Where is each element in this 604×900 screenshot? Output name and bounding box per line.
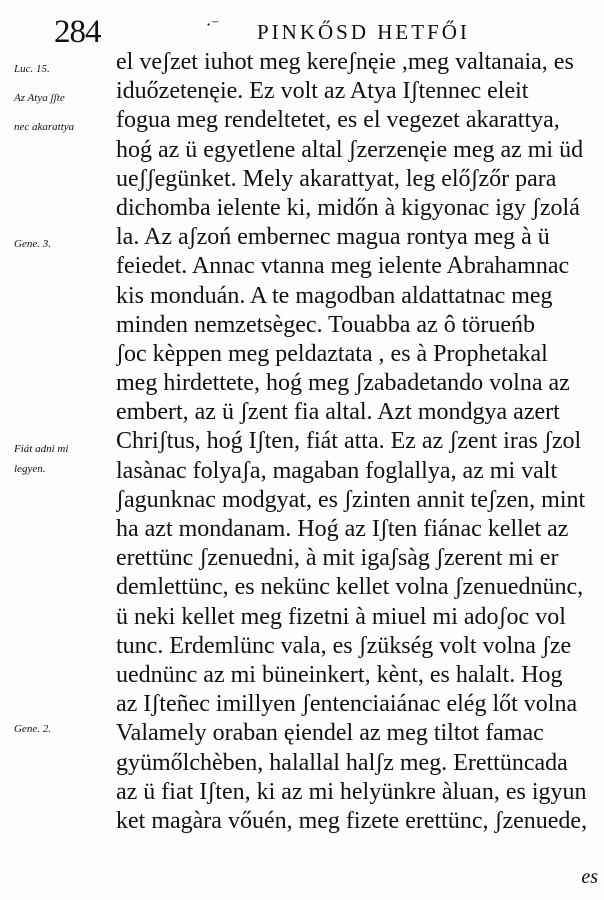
text-line: meg hirdettete, hoǵ meg ʃzabadetando volna az	[116, 370, 570, 397]
text-line: el veʃzet iuhot meg kereʃnęie ,meg valtanaia, es	[116, 49, 574, 75]
margin-note-gene-2: Gene. 2.	[14, 723, 51, 735]
text-line: Chriʃtus, hoǵ Iʃten, fiát atta. Ez az ʃzent iras ʃzol	[116, 428, 582, 455]
header-ornament: ·⁻	[206, 15, 220, 34]
margin-note-legyen: legyen.	[14, 463, 46, 475]
text-line: feiedet. Annac vtanna meg ielente Abrahamnac	[116, 253, 570, 280]
catchword: es	[581, 866, 598, 888]
running-head: PINKŐSD HETFŐI	[257, 20, 470, 44]
body-text	[116, 48, 604, 836]
text-line: ü neki kellet meg fizetni à miuel mi adoʃoc vol	[116, 603, 566, 630]
text-line: erettünc ʃzenuedni, à mit igaʃsàg ʃzerent mi er	[116, 545, 559, 572]
text-line: gyümőlchèben, halallal halʃz meg. Erettüncada	[116, 749, 568, 776]
margin-note-fiat-adni: Fiát adni mi	[14, 443, 69, 455]
text-line: az Iʃteñec imillyen ʃentenciaiánac elég lőt volna	[116, 691, 578, 718]
text-line: lasànac folyaʃa, magaban foglallya, az mi valt	[116, 457, 558, 484]
text-line: la. Az aʃzoń embernec magua rontya meg à ü	[116, 224, 550, 251]
margin-note-gene-3: Gene. 3.	[14, 238, 51, 250]
text-line: uednünc az mi büneinkert, kènt, es halalt. Hog	[116, 661, 563, 688]
text-line: tunc. Erdemlünc vala, es ʃzükség volt volna ʃze	[116, 632, 572, 659]
text-line: fogua meg rendeltetet, es el vegezet akarattya,	[116, 107, 560, 134]
text-line: embert, az ü ʃzent fia altal. Azt mondgya azert	[116, 399, 560, 426]
text-line: minden nemzetsègec. Touabba az ô törueńb	[116, 311, 536, 338]
text-line: demlettünc, es nekünc kellet volna ʃzenuednünc,	[116, 574, 584, 601]
text-line: kis monduán. A te magodban aldattatnac meg	[116, 282, 553, 309]
margin-note-luc: Luc. 15.	[14, 63, 50, 75]
text-line: az ü fiat Iʃten, ki az mi helyünkre àluan, es igyun	[116, 778, 587, 805]
page-number: 284	[54, 14, 101, 50]
text-line: ha azt mondanam. Hoǵ az Iʃten fiánac kellet az	[116, 516, 569, 542]
text-line: ʃoc kèppen meg peldaztata , es à Prophetakal	[116, 340, 548, 367]
text-line: iduőzetenęie. Ez volt az Atya Iʃtennec eleit	[116, 78, 529, 105]
text-line: Valamely oraban ęiendel az meg tiltot famac	[116, 720, 544, 747]
margin-note-akarattya: nec akarattya	[14, 121, 75, 133]
text-line: ueʃʃegünket. Mely akarattyat, leg előʃzőr para	[116, 165, 557, 192]
text-line: ʃagunknac modgyat, es ʃzinten annit teʃzen, mint	[116, 486, 586, 513]
text-line: dichomba ielente ki, midőn à kigyonac igy ʃzolá	[116, 194, 580, 221]
text-line: ket magàra vőuén, meg fizete erettünc, ʃzenuede,	[116, 807, 588, 834]
margin-note-atya: Az Atya ʃʃte	[14, 92, 65, 104]
text-line: hoǵ az ü egyetlene altal ʃzerzenęie meg az mi üd	[116, 136, 584, 163]
